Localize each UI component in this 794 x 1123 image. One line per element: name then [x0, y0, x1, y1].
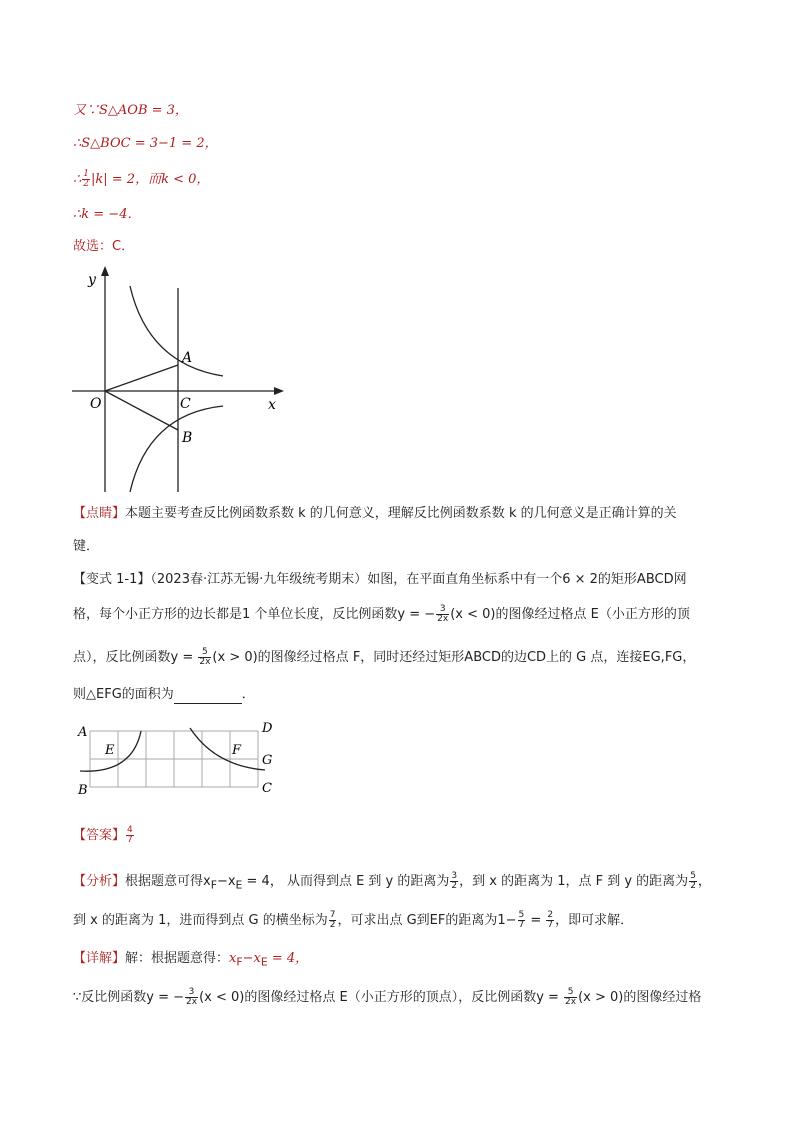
- analysis-frac-4-num: 5: [518, 910, 525, 920]
- step-3-frac-num: 1: [83, 169, 90, 179]
- label-d: D: [262, 721, 273, 736]
- analysis-1b: −x: [216, 874, 236, 889]
- analysis-frac-3-num: 7: [329, 910, 336, 920]
- analysis-2d: ，即可求解．: [555, 913, 634, 928]
- variant-text-2a: 格，每个小正方形的边长都是1 个单位长度，反比例函数y = −: [73, 607, 436, 622]
- variant-frac-2-den: 2x: [199, 657, 211, 667]
- step-line-1: 又∵S△AOB = 3，: [73, 103, 188, 118]
- variant-frac-2-num: 5: [198, 648, 211, 658]
- detail-2c: (x > 0)的图像经过格: [578, 990, 702, 1005]
- hyperbola-lower-branch: [130, 406, 223, 492]
- curve-right-branch: [190, 728, 265, 770]
- detail-frac-1-num: 3: [185, 988, 198, 998]
- step-line-4: ∴k = −4．: [73, 207, 141, 222]
- answer-tag: 【答案】: [73, 828, 126, 843]
- label-e: E: [105, 743, 115, 758]
- analysis-sub-f: F: [210, 878, 217, 892]
- dianjing-text: 本题主要考查反比例函数系数 k 的几何意义，理解反比例函数系数 k 的几何意义是正确计算的关: [125, 506, 677, 521]
- label-y: y: [88, 272, 96, 288]
- detail-frac-2: [564, 988, 577, 1007]
- detail-tag: 【详解】: [73, 951, 126, 966]
- detail-frac-1-den: 2x: [186, 997, 198, 1007]
- step-line-3: [73, 170, 209, 189]
- detail-2a: ∵反比例函数y = −: [73, 990, 185, 1005]
- label-c: C: [180, 396, 191, 412]
- answer-line: [73, 826, 135, 845]
- figure-coordinate-hyperbola: [68, 264, 288, 496]
- analysis-frac-2-num: 5: [690, 871, 696, 881]
- analysis-frac-3-den: 2: [329, 920, 336, 930]
- variant-line-1: [73, 571, 687, 589]
- label-x: x: [268, 397, 276, 413]
- step-3-frac-den: 2: [83, 179, 90, 189]
- answer-den: 7: [127, 835, 133, 845]
- answer-fraction: [126, 826, 134, 845]
- analysis-frac-2: [689, 872, 697, 891]
- detail-sub-f: F: [236, 955, 243, 969]
- step-3-fraction: [82, 170, 90, 189]
- dianjing-paragraph: [73, 505, 677, 523]
- analysis-frac-4: [518, 911, 526, 930]
- answer-choice: 故选：C．: [73, 239, 135, 254]
- detail-2b: (x < 0)的图像经过格点 E（小正方形的顶点），反比例函数y =: [199, 990, 564, 1005]
- x-axis-arrow: [274, 387, 284, 395]
- label-o: O: [90, 396, 102, 412]
- detail-frac-2-num: 5: [564, 988, 577, 998]
- analysis-frac-1-den: 2: [451, 881, 458, 891]
- y-axis-arrow: [101, 266, 109, 276]
- label-c: C: [262, 781, 272, 796]
- detail-1a: 解：根据题意得：: [125, 951, 230, 966]
- variant-frac-1-num: 3: [436, 605, 449, 615]
- variant-line-4: [73, 686, 255, 704]
- detail-1d: = 4，: [267, 951, 309, 966]
- hyperbola-upper-branch: [130, 286, 223, 376]
- detail-line-2: [73, 988, 701, 1007]
- variant-tag: 【变式 1-1】: [73, 572, 151, 587]
- analysis-2c: =: [526, 913, 546, 928]
- analysis-1c: = 4， 从而得到点 E 到 y 的距离为: [242, 874, 450, 889]
- step-3-text: |k| = 2，而k < 0，: [91, 172, 210, 187]
- variant-line-3: [73, 648, 695, 667]
- label-a: A: [182, 350, 193, 366]
- label-g: G: [262, 753, 273, 768]
- dianjing-text-cont: 键．: [73, 539, 100, 554]
- variant-text-3b: (x > 0)的图像经过格点 F，同时还经过矩形ABCD的边CD上的 G 点，连接EG,FG，: [212, 650, 696, 665]
- analysis-line-1: [73, 872, 711, 895]
- variant-text-4-end: ．: [241, 687, 255, 702]
- analysis-frac-2-den: 2: [690, 881, 696, 891]
- analysis-frac-4-den: 7: [518, 920, 525, 930]
- analysis-frac-5-den: 7: [547, 920, 554, 930]
- detail-line-1: [73, 950, 308, 972]
- variant-text-4: 则△EFG的面积为: [73, 687, 174, 702]
- segment-ob: [105, 391, 178, 430]
- analysis-2b: ，可求出点 G到EF的距离为1−: [337, 913, 517, 928]
- variant-text-2b: (x < 0)的图像经过格点 E（小正方形的顶: [450, 607, 690, 622]
- answer-num: 4: [127, 825, 133, 835]
- detail-frac-1: [185, 988, 198, 1007]
- detail-1c: −x: [242, 951, 261, 966]
- dianjing-tag: 【点睛】: [73, 506, 126, 521]
- analysis-frac-5: [546, 911, 554, 930]
- segment-oa: [105, 365, 178, 391]
- figure-grid-rectangle: [70, 716, 285, 801]
- label-f: F: [232, 743, 242, 758]
- answer-blank[interactable]: [174, 689, 242, 704]
- detail-1b: x: [229, 951, 237, 966]
- analysis-1a: 根据题意可得x: [125, 874, 211, 889]
- analysis-frac-5-num: 2: [547, 910, 554, 920]
- analysis-1e: ，: [697, 874, 711, 889]
- variant-line-2: [73, 605, 690, 624]
- label-b: B: [78, 783, 88, 798]
- variant-text-1: （2023春·江苏无锡·九年级统考期末）如图，在平面直角坐标系中有一个6 × 2的矩形ABCD网: [150, 572, 687, 587]
- analysis-frac-1: [450, 872, 458, 891]
- analysis-2a: 到 x 的距离为 1，进而得到点 G 的横坐标为: [73, 913, 328, 928]
- label-b: B: [182, 430, 193, 446]
- analysis-sub-e: E: [235, 878, 243, 892]
- detail-sub-e: E: [260, 955, 268, 969]
- variant-frac-1: [436, 605, 449, 624]
- analysis-frac-1-num: 3: [451, 871, 458, 881]
- detail-frac-2-den: 2x: [565, 997, 577, 1007]
- variant-text-3a: 点），反比例函数y =: [73, 650, 198, 665]
- label-a: A: [78, 725, 88, 740]
- analysis-tag: 【分析】: [73, 874, 126, 889]
- variant-frac-1-den: 2x: [437, 614, 449, 624]
- grid-lines: [90, 731, 258, 787]
- analysis-line-2: [73, 911, 633, 930]
- analysis-frac-3: [329, 911, 337, 930]
- analysis-1d: ，到 x 的距离为 1，点 F 到 y 的距离为: [459, 874, 689, 889]
- step-line-2: ∴S△BOC = 3−1 = 2，: [73, 136, 218, 151]
- step-3-prefix: ∴: [73, 172, 82, 187]
- variant-frac-2: [198, 648, 211, 667]
